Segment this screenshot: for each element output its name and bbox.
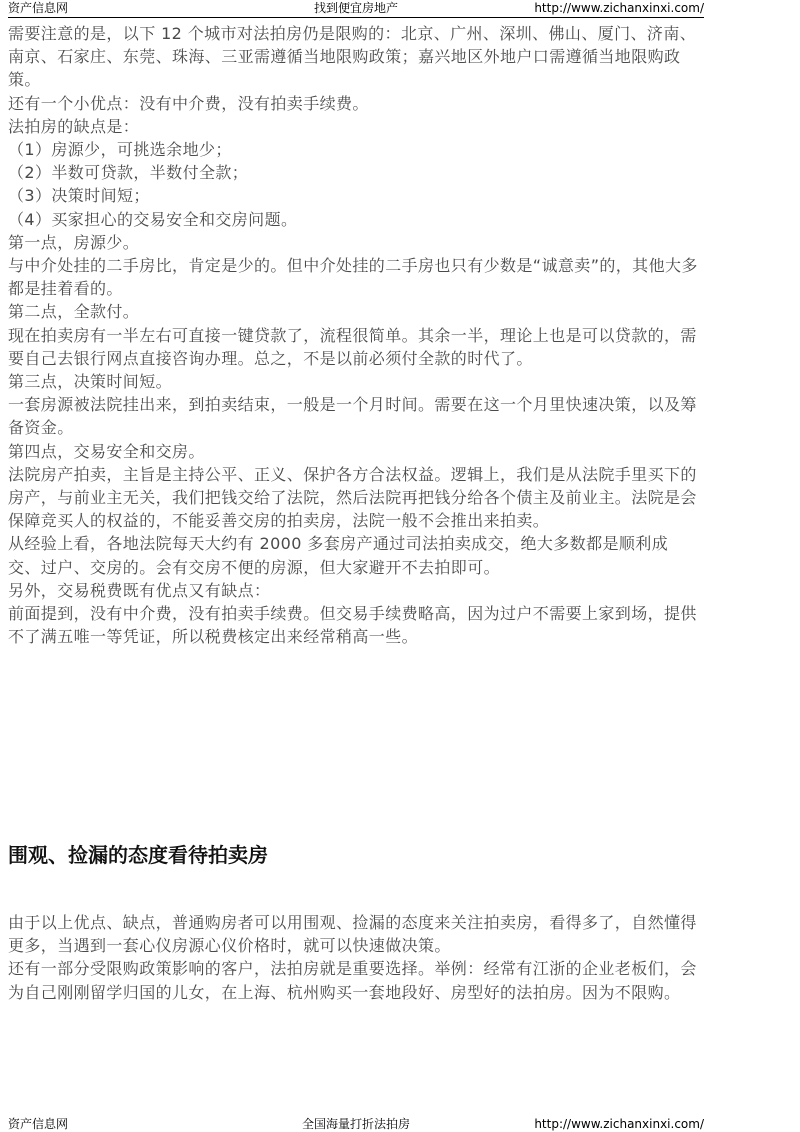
section-pros-cons	[8, 22, 698, 648]
paragraph: 第三点，决策时间短。	[8, 372, 173, 392]
paragraph: 前面提到，没有中介费，没有拍卖手续费。但交易手续费略高，因为过户不需要上家到场，提供不了满五唯一等凭证，所以税费核定出来经常稍高一些。	[8, 604, 697, 647]
paragraph: 一套房源被法院挂出来，到拍卖结束，一般是一个月时间。需要在这一个月里快速决策，以及筹备资金。	[8, 395, 697, 438]
section-attitude	[8, 911, 698, 1004]
paragraph: 现在拍卖房有一半左右可直接一键贷款了，流程很简单。其余一半，理论上也是可以贷款的，需要自己去银行网点直接咨询办理。总之，不是以前必须付全款的时代了。	[8, 325, 697, 368]
paragraph: 第四点，交易安全和交房。	[8, 441, 205, 461]
footer-url[interactable]: http://www.zichanxinxi.com/	[534, 1117, 704, 1131]
list-item: （3）决策时间短；	[8, 186, 150, 206]
list-item: （2）半数可贷款，半数付全款；	[8, 163, 249, 183]
paragraph: 还有一部分受限购政策影响的客户，法拍房就是重要选择。举例：经常有江浙的企业老板们，会为自己刚刚留学归国的儿女，在上海、杭州购买一套地段好、房型好的法拍房。因为不限购。	[8, 959, 697, 1002]
paragraph: 法院房产拍卖，主旨是主持公平、正义、保护各方合法权益。逻辑上，我们是从法院手里买下的房产，与前业主无关，我们把钱交给了法院，然后法院再把钱分给各个债主及前业主。法院是会保障竞买人的权益的，不能妥善交房的拍卖房，法院一般不会推出来拍卖。	[8, 464, 697, 531]
paragraph: 另外，交易税费既有优点又有缺点：	[8, 580, 271, 600]
list-item: （4）买家担心的交易安全和交房问题。	[8, 209, 298, 229]
list-item: （1）房源少，可挑选余地少；	[8, 140, 232, 160]
paragraph: 从经验上看，各地法院每天大约有 2000 多套房产通过司法拍卖成交，绝大多数都是顺利成交、过户、交房的。会有交房不便的房源，但大家避开不去拍即可。	[8, 534, 669, 577]
page-footer	[8, 1116, 704, 1132]
header-url[interactable]: http://www.zichanxinxi.com/	[534, 1, 704, 15]
footer-slogan: 全国海量打折法拍房	[301, 1117, 410, 1131]
page-header	[8, 0, 704, 18]
paragraph: 与中介处挂的二手房比，肯定是少的。但中介处挂的二手房也只有少数是“诚意卖”的，其他大多都是挂着看的。	[8, 256, 698, 299]
header-site-name: 资产信息网	[8, 1, 69, 15]
section-heading: 围观、捡漏的态度看待拍卖房	[8, 843, 268, 867]
paragraph: 还有一个小优点：没有中介费，没有拍卖手续费。	[8, 93, 369, 113]
paragraph: 由于以上优点、缺点，普通购房者可以用围观、捡漏的态度来关注拍卖房，看得多了，自然懂得更多，当遇到一套心仪房源心仪价格时，就可以快速做决策。	[8, 913, 697, 956]
paragraph: 法拍房的缺点是：	[8, 116, 140, 136]
paragraph: 需要注意的是，以下 12 个城市对法拍房仍是限购的：北京、广州、深圳、佛山、厦门、济南、南京、石家庄、东莞、珠海、三亚需遵循当地限购政策；嘉兴地区外地户口需遵循当地限购政策。	[8, 24, 697, 90]
paragraph: 第二点，全款付。	[8, 302, 140, 322]
header-slogan: 找到便宜房地产	[313, 1, 398, 15]
footer-site-name: 资产信息网	[8, 1117, 69, 1131]
paragraph: 第一点，房源少。	[8, 232, 140, 252]
